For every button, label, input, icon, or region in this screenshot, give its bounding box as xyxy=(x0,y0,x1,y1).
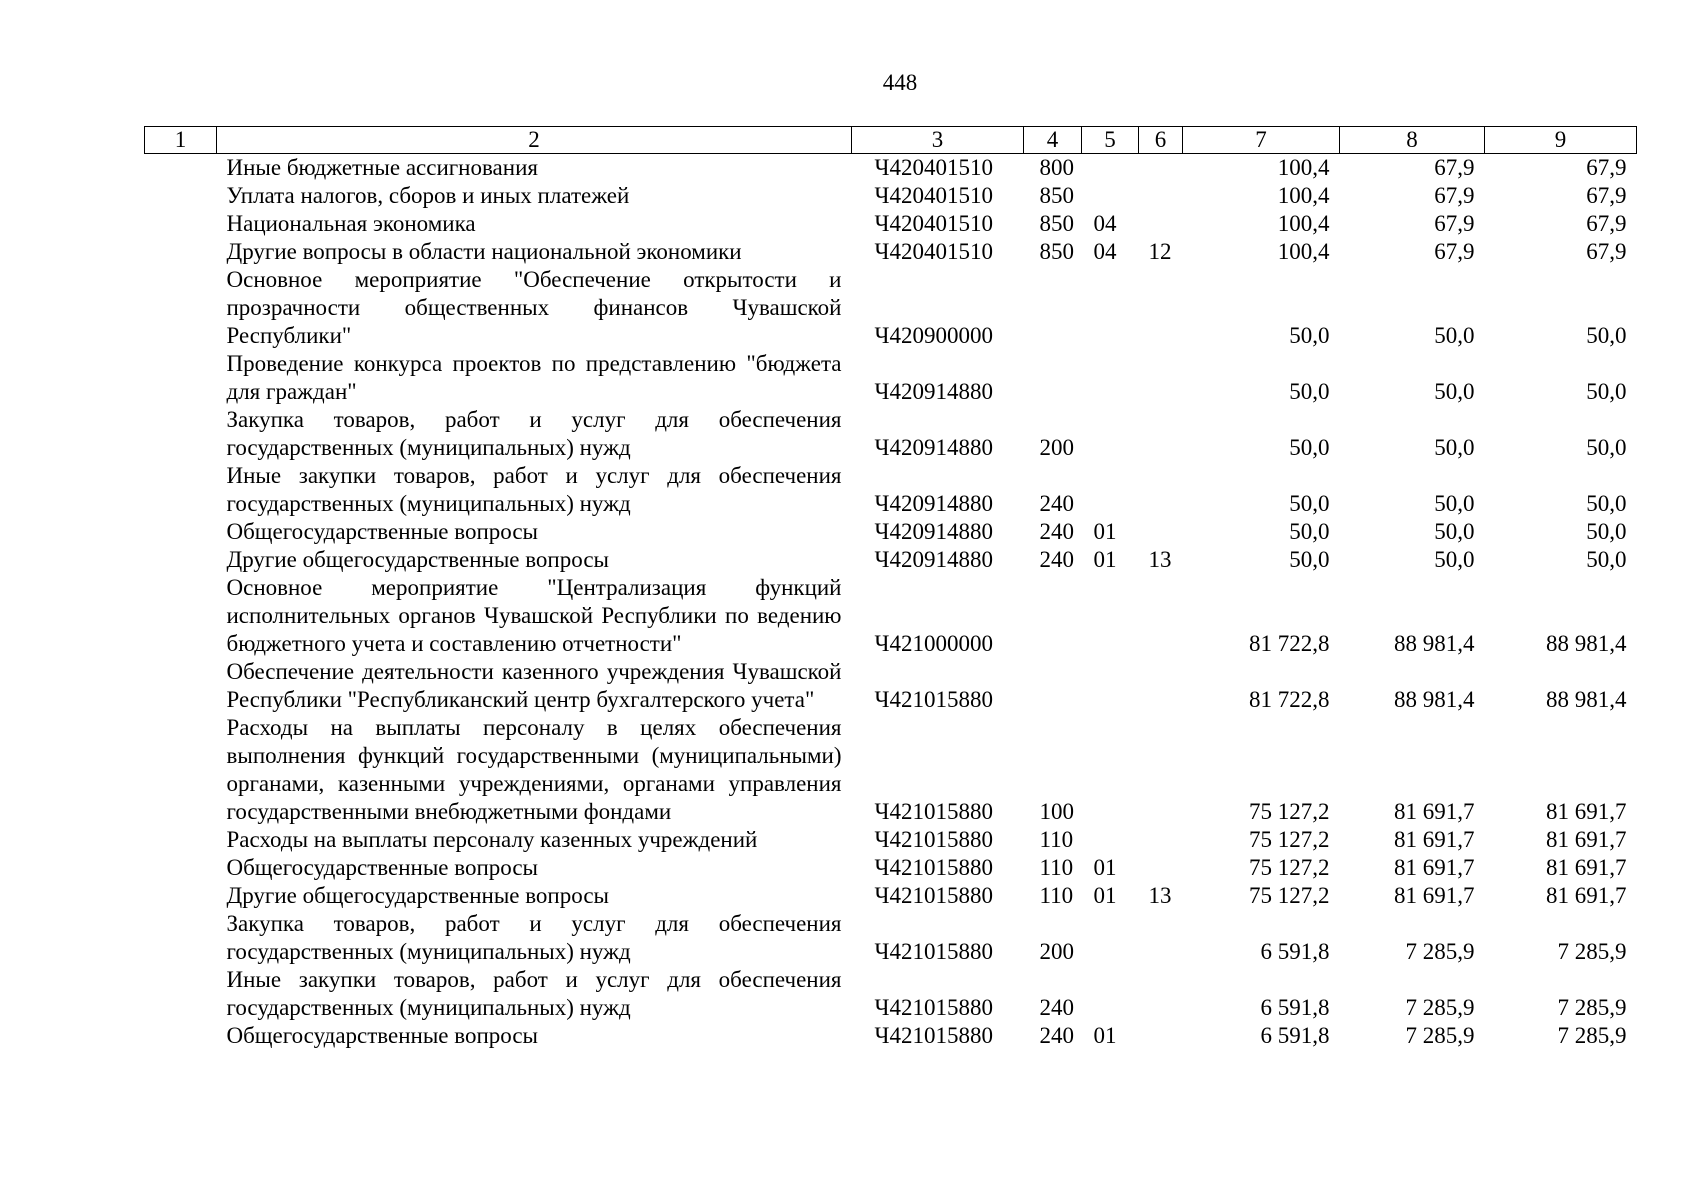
row-subsection xyxy=(1139,966,1183,1022)
row-target-code: Ч421015880 xyxy=(874,939,993,964)
row-description: Другие общегосударственные вопросы xyxy=(226,547,609,572)
row-value-9: 50,0 xyxy=(1586,379,1627,404)
row-value-7: 100,4 xyxy=(1277,183,1330,208)
row-description: Обеспечение деятельности казенного учреждения Чувашской Республики "Республиканский центр бухгалтерского учета" xyxy=(226,659,842,712)
row-value-9: 50,0 xyxy=(1586,519,1627,544)
row-cell-empty xyxy=(145,1022,217,1050)
row-value-9: 7 285,9 xyxy=(1557,1023,1627,1048)
budget-table xyxy=(144,126,1637,1050)
col-header-9: 9 xyxy=(1485,127,1637,154)
row-section xyxy=(1082,714,1139,826)
row-target-code: Ч421015880 xyxy=(874,855,993,880)
row-subsection xyxy=(1139,350,1183,406)
row-value-8: 81 691,7 xyxy=(1394,855,1475,880)
row-subsection: 13 xyxy=(1148,883,1172,908)
row-value-8: 50,0 xyxy=(1434,435,1475,460)
row-value-7: 75 127,2 xyxy=(1249,883,1330,908)
row-expense-type: 110 xyxy=(1039,855,1074,880)
col-header-6: 6 xyxy=(1139,127,1183,154)
row-description: Общегосударственные вопросы xyxy=(226,855,538,880)
row-value-7: 75 127,2 xyxy=(1249,799,1330,824)
row-value-7: 100,4 xyxy=(1277,211,1330,236)
row-description: Расходы на выплаты персоналу казенных учреждений xyxy=(226,827,758,852)
row-cell-empty xyxy=(145,182,217,210)
col-header-5: 5 xyxy=(1082,127,1139,154)
col-header-4: 4 xyxy=(1024,127,1082,154)
row-value-9: 67,9 xyxy=(1586,211,1627,236)
row-cell-empty xyxy=(145,882,217,910)
row-cell-empty xyxy=(145,462,217,518)
row-value-9: 67,9 xyxy=(1586,183,1627,208)
row-cell-empty xyxy=(145,154,217,183)
row-value-8: 81 691,7 xyxy=(1394,883,1475,908)
row-value-7: 50,0 xyxy=(1289,379,1330,404)
row-target-code: Ч420401510 xyxy=(874,155,993,180)
row-subsection xyxy=(1139,910,1183,966)
row-expense-type: 100 xyxy=(1039,799,1074,824)
row-value-7: 6 591,8 xyxy=(1260,995,1330,1020)
row-value-9: 50,0 xyxy=(1586,491,1627,516)
row-target-code: Ч421015880 xyxy=(874,995,993,1020)
row-value-9: 88 981,4 xyxy=(1546,687,1627,712)
table-body xyxy=(145,154,1637,1051)
row-section xyxy=(1082,658,1139,714)
row-target-code: Ч421015880 xyxy=(874,799,993,824)
table-row xyxy=(145,1022,1637,1050)
row-target-code: Ч421015880 xyxy=(874,827,993,852)
row-description: Национальная экономика xyxy=(226,211,476,236)
row-value-8: 88 981,4 xyxy=(1394,687,1475,712)
col-header-7: 7 xyxy=(1183,127,1340,154)
table-row xyxy=(145,854,1637,882)
row-section xyxy=(1082,826,1139,854)
row-description: Проведение конкурса проектов по представлению "бюджета для граждан" xyxy=(226,351,842,404)
row-expense-type: 110 xyxy=(1039,827,1074,852)
row-expense-type: 240 xyxy=(1039,547,1074,572)
row-cell-empty xyxy=(145,574,217,658)
row-value-7: 81 722,8 xyxy=(1249,631,1330,656)
table-row xyxy=(145,658,1637,714)
row-value-9: 50,0 xyxy=(1586,323,1627,348)
row-value-9: 88 981,4 xyxy=(1546,631,1627,656)
page-number: 448 xyxy=(882,70,918,95)
row-section: 04 xyxy=(1093,239,1117,264)
row-value-7: 6 591,8 xyxy=(1260,1023,1330,1048)
row-description: Основное мероприятие "Обеспечение открытости и прозрачности общественных финансов Чувашской Республики" xyxy=(226,267,842,348)
row-expense-type: 240 xyxy=(1039,1023,1074,1048)
table-row xyxy=(145,238,1637,266)
row-value-8: 7 285,9 xyxy=(1405,1023,1475,1048)
row-expense-type: 850 xyxy=(1039,239,1074,264)
table-row xyxy=(145,966,1637,1022)
row-subsection xyxy=(1139,154,1183,183)
row-section: 01 xyxy=(1093,519,1117,544)
row-subsection xyxy=(1139,210,1183,238)
row-subsection: 13 xyxy=(1148,547,1172,572)
table-row xyxy=(145,406,1637,462)
row-expense-type: 200 xyxy=(1039,939,1074,964)
row-value-7: 100,4 xyxy=(1277,239,1330,264)
row-value-7: 50,0 xyxy=(1289,323,1330,348)
row-expense-type: 240 xyxy=(1039,519,1074,544)
table-row xyxy=(145,714,1637,826)
row-description: Закупка товаров, работ и услуг для обеспечения государственных (муниципальных) нужд xyxy=(226,407,842,460)
row-value-7: 50,0 xyxy=(1289,547,1330,572)
row-cell-empty xyxy=(145,266,217,350)
row-section: 04 xyxy=(1093,211,1117,236)
row-description: Основное мероприятие "Централизация функций исполнительных органов Чувашской Республики по ведению бюджетного учета и составлению отчетности" xyxy=(226,575,842,656)
row-cell-empty xyxy=(145,406,217,462)
table-row xyxy=(145,266,1637,350)
table-row xyxy=(145,154,1637,183)
row-cell-empty xyxy=(145,826,217,854)
row-value-8: 67,9 xyxy=(1434,183,1475,208)
row-description: Уплата налогов, сборов и иных платежей xyxy=(226,183,630,208)
row-value-9: 81 691,7 xyxy=(1546,883,1627,908)
row-section xyxy=(1082,350,1139,406)
row-target-code: Ч420401510 xyxy=(874,211,993,236)
row-section: 01 xyxy=(1093,883,1117,908)
row-expense-type xyxy=(1024,658,1082,714)
row-value-8: 81 691,7 xyxy=(1394,799,1475,824)
header-row xyxy=(145,127,1637,154)
table-row xyxy=(145,210,1637,238)
col-header-3: 3 xyxy=(852,127,1024,154)
row-subsection xyxy=(1139,182,1183,210)
row-subsection xyxy=(1139,714,1183,826)
row-target-code: Ч421015880 xyxy=(874,1023,993,1048)
row-value-9: 81 691,7 xyxy=(1546,855,1627,880)
row-target-code: Ч420401510 xyxy=(874,239,993,264)
table-row xyxy=(145,182,1637,210)
col-header-8: 8 xyxy=(1340,127,1485,154)
row-subsection xyxy=(1139,518,1183,546)
row-expense-type: 800 xyxy=(1039,155,1074,180)
row-value-9: 81 691,7 xyxy=(1546,799,1627,824)
row-expense-type: 240 xyxy=(1039,491,1074,516)
row-section xyxy=(1082,966,1139,1022)
table-row xyxy=(145,574,1637,658)
row-expense-type xyxy=(1024,266,1082,350)
row-cell-empty xyxy=(145,658,217,714)
row-subsection xyxy=(1139,406,1183,462)
row-section xyxy=(1082,266,1139,350)
row-subsection xyxy=(1139,1022,1183,1050)
row-cell-empty xyxy=(145,518,217,546)
row-cell-empty xyxy=(145,966,217,1022)
row-expense-type: 110 xyxy=(1039,883,1074,908)
row-expense-type xyxy=(1024,350,1082,406)
row-value-9: 67,9 xyxy=(1586,155,1627,180)
row-expense-type: 240 xyxy=(1039,995,1074,1020)
row-value-7: 6 591,8 xyxy=(1260,939,1330,964)
row-value-8: 7 285,9 xyxy=(1405,995,1475,1020)
row-description: Закупка товаров, работ и услуг для обеспечения государственных (муниципальных) нужд xyxy=(226,911,842,964)
row-value-8: 81 691,7 xyxy=(1394,827,1475,852)
row-value-8: 50,0 xyxy=(1434,491,1475,516)
row-description: Расходы на выплаты персоналу в целях обеспечения выполнения функций государственными (муниципальными) органами, казенными учреждениями, органами управления государственными внебюджетными фондами xyxy=(226,715,842,824)
row-value-8: 50,0 xyxy=(1434,547,1475,572)
row-cell-empty xyxy=(145,546,217,574)
row-description: Иные закупки товаров, работ и услуг для обеспечения государственных (муниципальных) нужд xyxy=(226,967,842,1020)
row-cell-empty xyxy=(145,714,217,826)
table-row xyxy=(145,910,1637,966)
table-row xyxy=(145,882,1637,910)
row-value-9: 50,0 xyxy=(1586,435,1627,460)
row-target-code: Ч421000000 xyxy=(874,631,993,656)
row-value-8: 67,9 xyxy=(1434,211,1475,236)
row-value-9: 7 285,9 xyxy=(1557,995,1627,1020)
row-target-code: Ч420401510 xyxy=(874,183,993,208)
row-description: Иные закупки товаров, работ и услуг для обеспечения государственных (муниципальных) нужд xyxy=(226,463,842,516)
row-description: Другие вопросы в области национальной экономики xyxy=(226,239,742,264)
row-subsection xyxy=(1139,826,1183,854)
row-value-8: 67,9 xyxy=(1434,239,1475,264)
row-value-7: 50,0 xyxy=(1289,435,1330,460)
row-value-9: 81 691,7 xyxy=(1546,827,1627,852)
row-target-code: Ч420914880 xyxy=(874,435,993,460)
row-cell-empty xyxy=(145,854,217,882)
row-section xyxy=(1082,406,1139,462)
row-value-8: 50,0 xyxy=(1434,323,1475,348)
row-value-7: 75 127,2 xyxy=(1249,827,1330,852)
row-description: Иные бюджетные ассигнования xyxy=(226,155,538,180)
row-expense-type: 200 xyxy=(1039,435,1074,460)
row-value-7: 81 722,8 xyxy=(1249,687,1330,712)
row-section: 01 xyxy=(1093,855,1117,880)
table-row xyxy=(145,518,1637,546)
row-target-code: Ч421015880 xyxy=(874,883,993,908)
row-value-8: 88 981,4 xyxy=(1394,631,1475,656)
row-value-8: 67,9 xyxy=(1434,155,1475,180)
row-expense-type: 850 xyxy=(1039,183,1074,208)
row-target-code: Ч420914880 xyxy=(874,379,993,404)
row-expense-type: 850 xyxy=(1039,211,1074,236)
row-value-8: 50,0 xyxy=(1434,379,1475,404)
row-subsection: 12 xyxy=(1148,239,1172,264)
row-subsection xyxy=(1139,854,1183,882)
row-target-code: Ч421015880 xyxy=(874,687,993,712)
row-value-9: 67,9 xyxy=(1586,239,1627,264)
row-cell-empty xyxy=(145,910,217,966)
row-subsection xyxy=(1139,462,1183,518)
row-section: 01 xyxy=(1093,547,1117,572)
row-target-code: Ч420914880 xyxy=(874,491,993,516)
row-cell-empty xyxy=(145,350,217,406)
row-section xyxy=(1082,154,1139,183)
row-section: 01 xyxy=(1093,1023,1117,1048)
table-row xyxy=(145,546,1637,574)
row-target-code: Ч420900000 xyxy=(874,323,993,348)
row-value-7: 75 127,2 xyxy=(1249,855,1330,880)
col-header-2: 2 xyxy=(217,127,852,154)
row-description: Другие общегосударственные вопросы xyxy=(226,883,609,908)
col-header-1: 1 xyxy=(145,127,217,154)
row-section xyxy=(1082,574,1139,658)
row-expense-type xyxy=(1024,574,1082,658)
row-description: Общегосударственные вопросы xyxy=(226,519,538,544)
row-section xyxy=(1082,182,1139,210)
row-value-9: 7 285,9 xyxy=(1557,939,1627,964)
row-subsection xyxy=(1139,574,1183,658)
row-value-7: 100,4 xyxy=(1277,155,1330,180)
row-value-8: 7 285,9 xyxy=(1405,939,1475,964)
table-row xyxy=(145,350,1637,406)
table-row xyxy=(145,462,1637,518)
table-row xyxy=(145,826,1637,854)
row-cell-empty xyxy=(145,238,217,266)
row-value-7: 50,0 xyxy=(1289,491,1330,516)
row-description: Общегосударственные вопросы xyxy=(226,1023,538,1048)
row-target-code: Ч420914880 xyxy=(874,519,993,544)
row-value-8: 50,0 xyxy=(1434,519,1475,544)
row-target-code: Ч420914880 xyxy=(874,547,993,572)
row-subsection xyxy=(1139,266,1183,350)
row-section xyxy=(1082,462,1139,518)
row-cell-empty xyxy=(145,210,217,238)
row-value-7: 50,0 xyxy=(1289,519,1330,544)
row-section xyxy=(1082,910,1139,966)
row-subsection xyxy=(1139,658,1183,714)
row-value-9: 50,0 xyxy=(1586,547,1627,572)
